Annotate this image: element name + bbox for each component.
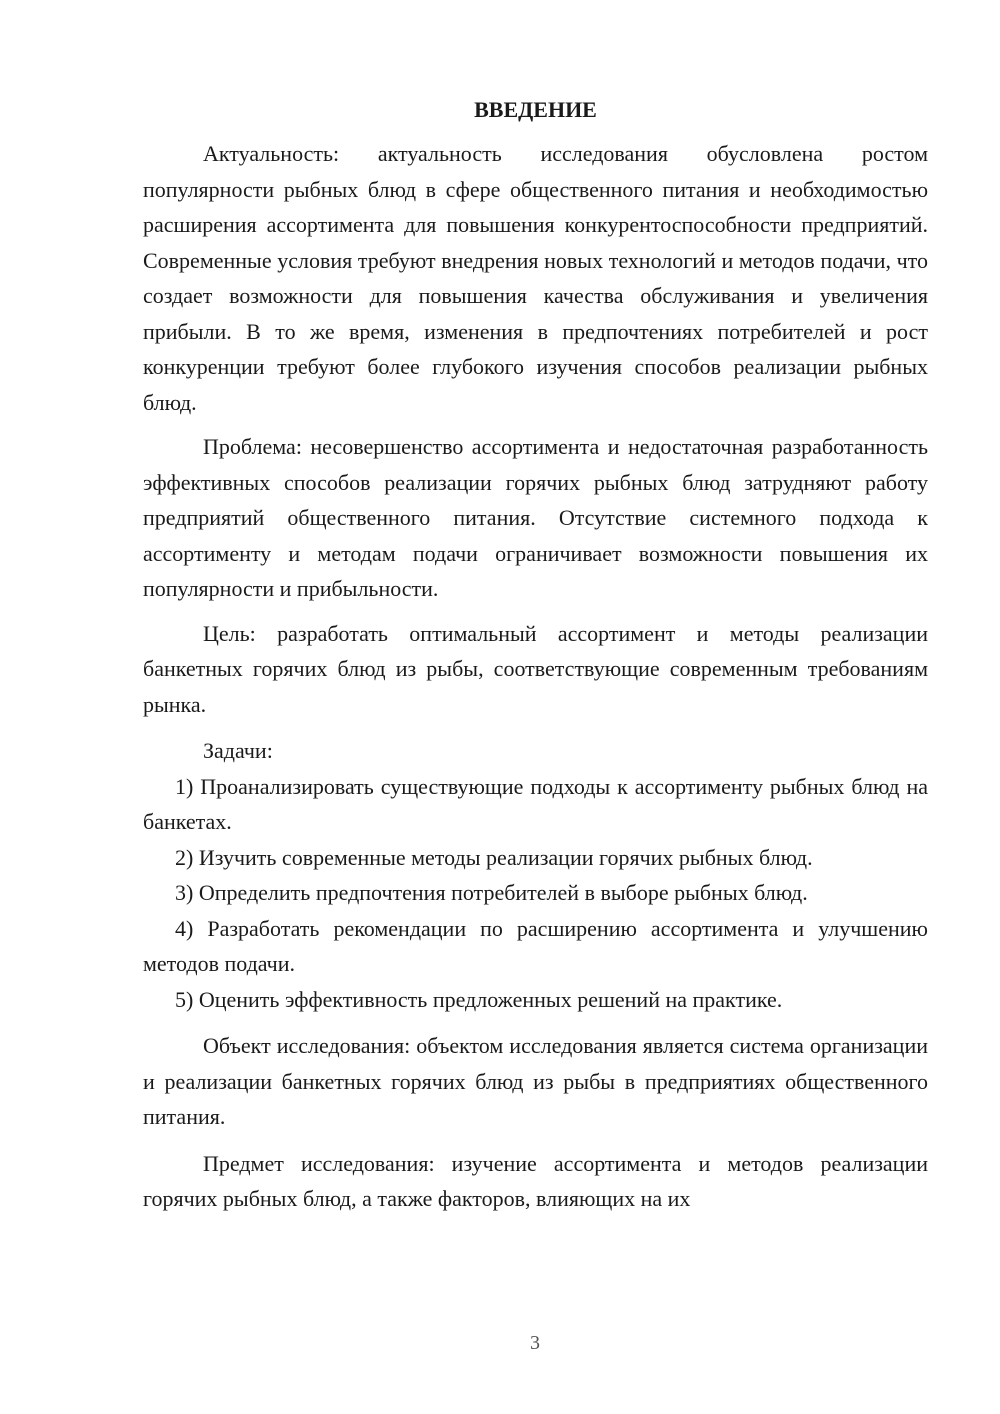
task-item-5: 5) Оценить эффективность предложенных решений на практике. [175, 986, 783, 1012]
tasks-title: Задачи: [203, 738, 273, 763]
paragraph-problem: Проблема: несовершенство ассортимента и недостаточная разработанность эффективных способов реализации горячих рыбных блюд затрудняют работу предприятий общественного питания. Отсутствие системного подхода к ассортименту и методам подачи ограничивает возможности повышения их популярности и прибыльности. [143, 434, 928, 601]
page-number: 3 [530, 1332, 540, 1354]
paragraph-subject: Предмет исследования: изучение ассортимента и методов реализации горячих рыбных блюд, а также факторов, влияющих на их [143, 1150, 928, 1211]
paragraph-relevance: Актуальность: актуальность исследования обусловлена ростом популярности рыбных блюд в сфере общественного питания и необходимостью расширения ассортимента для повышения конкурентоспособности предприятий. Современные условия требуют внедрения новых технологий и методов подачи, что создает возможности для повышения качества обслуживания и увеличения прибыли. В то же время, изменения в предпочтениях потребителей и рост конкуренции требуют более глубокого изучения способов реализации рыбных блюд. [143, 141, 928, 415]
section-heading: ВВЕДЕНИЕ [474, 97, 597, 122]
paragraph-object: Объект исследования: объектом исследования является система организации и реализации банкетных горячих блюд из рыбы в предприятиях общественного питания. [143, 1033, 928, 1129]
page-content [143, 92, 928, 1217]
task-item-3: 3) Определить предпочтения потребителей в выборе рыбных блюд. [175, 880, 808, 905]
task-item-4: 4) Разработать рекомендации по расширению ассортимента и улучшению методов подачи. [143, 915, 928, 976]
task-item-2: 2) Изучить современные методы реализации горячих рыбных блюд. [175, 844, 813, 870]
task-item-1: 1) Проанализировать существующие подходы к ассортименту рыбных блюд на банкетах. [143, 773, 928, 834]
paragraph-goal: Цель: разработать оптимальный ассортимент и методы реализации банкетных горячих блюд из рыбы, соответствующие современным требованиям рынка. [143, 620, 928, 717]
